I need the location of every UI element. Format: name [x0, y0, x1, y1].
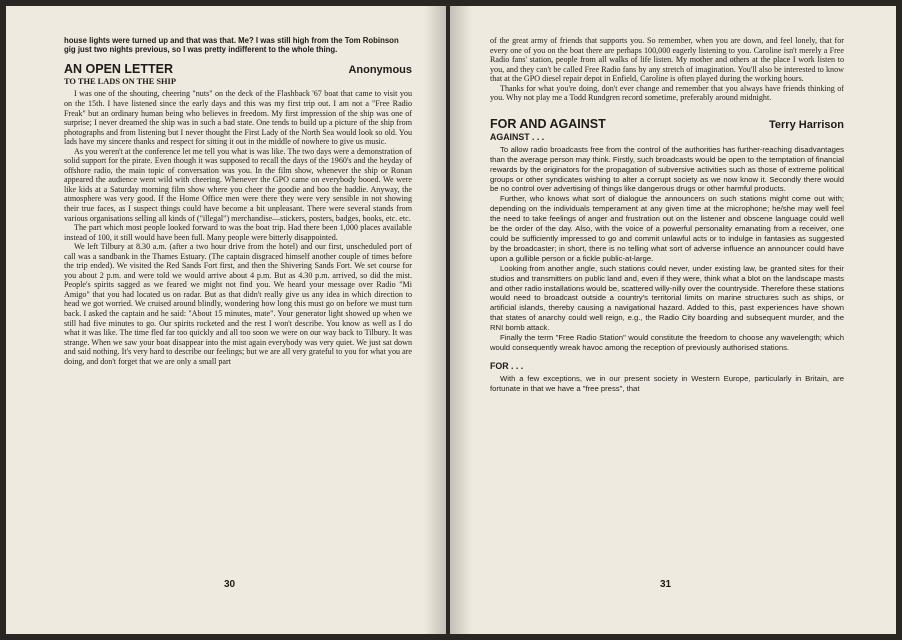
article-title: AN OPEN LETTER: [64, 62, 174, 77]
page-number: 30: [224, 579, 236, 590]
paragraph: of the great army of friends that supports you. So remember, when you are down, and feel lonely, that for every one of you on the boat there are perhaps 100,000 eagerly listening to you. Caroline isn't merely a Free Radio fans' station, people from all walks of life listen. My mother and others at the place I work listen to you, and they can't be called Free Radio fans by any stretch of imagination. You'll also be interested to know that at the GPO diesel repair depot in Enfield, Caroline is often played during the working hours.: [490, 36, 844, 84]
paragraph: Thanks for what you're doing, don't ever change and remember that you always have friends thinking of you. Why not play me a Todd Rundgren record sometime, preferably around midnight.: [490, 83, 844, 103]
gutter-shadow-left: [424, 6, 446, 634]
paragraph: Looking from another angle, such stations could never, under existing law, be granted sites for their studios and transmitters on public land and, even if they were, think what a blot on the landscape masts and other radio installations would be, scattered willy-nilly over the countryside. Therefore these stations would need to broadcast outside a country's territorial limits on marine structures such as ships, or artificial islands, thereby causing a navigational hazard. Added to this, past experiences have shown that states of anarchy could well reign, e.g., the Radio City boarding and subsequent murder, and the RNI bomb attack.: [490, 263, 844, 333]
paragraph: We left Tilbury at 8.30 a.m. (after a two hour drive from the hotel) and our first, unscheduled port of call was a sandbank in the Thames Estuary. (The captain disgraced himself another couple of times before the trip ended). We visited the Red Sands Fort first, and then the Shivering Sands Fort. We set course for you about 2 p.m. and were told we would arrive about 4 p.m. But as 4.30 p.m. arrived, so did the mist. People's spirits sagged as we feared we might not find you. We heard your message over Radio "Mi Amigo" that you had located us on radar. But as that didn't really give us any idea in which direction to head we got worried. We cruised around blindly, wondering how long this must go on before we must turn back. I asked the captain and he said: "About 15 minutes, mate". Your generator light showed up when we still had five minutes to go. Our spirits rocketed and the rest I won't describe. You know as well as I do what it was like. The time fled far too quickly and all too soon we were on our way back to Tilbury. It was strange. When we saw your boat disappear into the mist again everybody was very quiet. We just sat down and said nothing. It's very hard to describe our feelings; but we are all very grateful to you for what you are doing, and don't forget that we are only a small part: [64, 242, 412, 366]
article-subtitle: TO THE LADS ON THE SHIP: [64, 77, 176, 87]
against-heading: AGAINST . . .: [490, 131, 545, 142]
article-author: Terry Harrison: [769, 118, 844, 131]
paragraph: To allow radio broadcasts free from the control of the authorities has further-reaching disadvantages than the average person may think. Firstly, such broadcasts would be open to the temptation of financial rewards by the originators for the propagation of subversive activities such as those of extreme political groups or other syndicates wishing to alter a corrupt society as we now know it. Secondly there would be no control over advertising of things like dangerous drugs or other harmful products.: [490, 144, 844, 194]
paragraph: Finally the term "Free Radio Station" would constitute the freedom to choose any wavelength; which would consequently wreak havoc among the reception of previously authorised stations.: [490, 333, 844, 352]
article-heading: [490, 117, 844, 131]
for-heading: FOR . . .: [490, 360, 524, 371]
left-page: [6, 6, 446, 634]
intro-text: house lights were turned up and that was that. Me? I was still high from the Tom Robinson gig just two nights previous, so I was pretty indifferent to the whole thing.: [64, 36, 399, 55]
right-page: [450, 6, 896, 634]
article-heading: [64, 62, 412, 76]
paragraph: As you weren't at the conference let me tell you what is was like. The two days were a demonstration of solid support for the pirate. Even though it was supposed to recall the days of the 1960's and the heyday of offshore radio, the main topic of conversation was you. In the film show, whenever the ship or Ronan appeared the audience went wild with cheering. Whenever the GPO came on everybody booed. We were like kids at a Saturday morning film show where you cheer the goodie and boo the baddie. Anyway, the atmosphere was very good. If the Home Office men were there they were very sensible in not showing their true faces, as I suspect things could have become a bit unpleasant. There were several stands from various organisations selling all kinds of ("illegal") merchandise—stickers, posters, badges, books, etc. etc.: [64, 146, 412, 223]
section-spacer: [490, 103, 844, 117]
paragraph: With a few exceptions, we in our present society in Western Europe, particularly in Britain, are fortunate in that we have a "free press", that: [490, 373, 844, 393]
gutter-shadow-right: [450, 6, 472, 634]
paragraph: Further, who knows what sort of dialogue the announcers on such stations might come out with; depending on the individuals temperament at any given time at the microphone; he/she may well feel the need to take feelings of anger and frustration out on the listener and obscene language could well be the order of the day. Also, with the voice of a powerful personality emanating from a receiver, one could be sufficiently impressed to go and commit unlawful acts or to indulge in fantasies as suggested by the broadcaster; in short, there is no telling what sort of adverse influence an announcer could have upon a gullible person or a fickle public-at-large.: [490, 194, 844, 263]
paragraph: The part which most people looked forward to was the boat trip. Had there been 1,000 places available instead of 100, it still would have been full. Many people were bitterly disappointed.: [64, 223, 412, 242]
page-number: 31: [660, 579, 672, 590]
article-author: Anonymous: [348, 64, 412, 77]
article-title: FOR AND AGAINST: [490, 116, 606, 131]
paragraph: I was one of the shouting, cheering "nuts" on the deck of the Flashback '67 boat that came to visit you on the 15th. I have listened since the early days and this was my first trip out. I am not a "Free Radio Freak" but an ordinary human being who believes in freedom. My first impression of the ship was one of surprise; I never dreamed the ship was in such a bad state. One tends to build up a picture of the ship from photographs and from listening but I never thought the First Lady of the North Sea would look so old. You lads have my sincere thanks and respect for sitting it out in the middle of nowhere to give us music.: [64, 89, 412, 147]
